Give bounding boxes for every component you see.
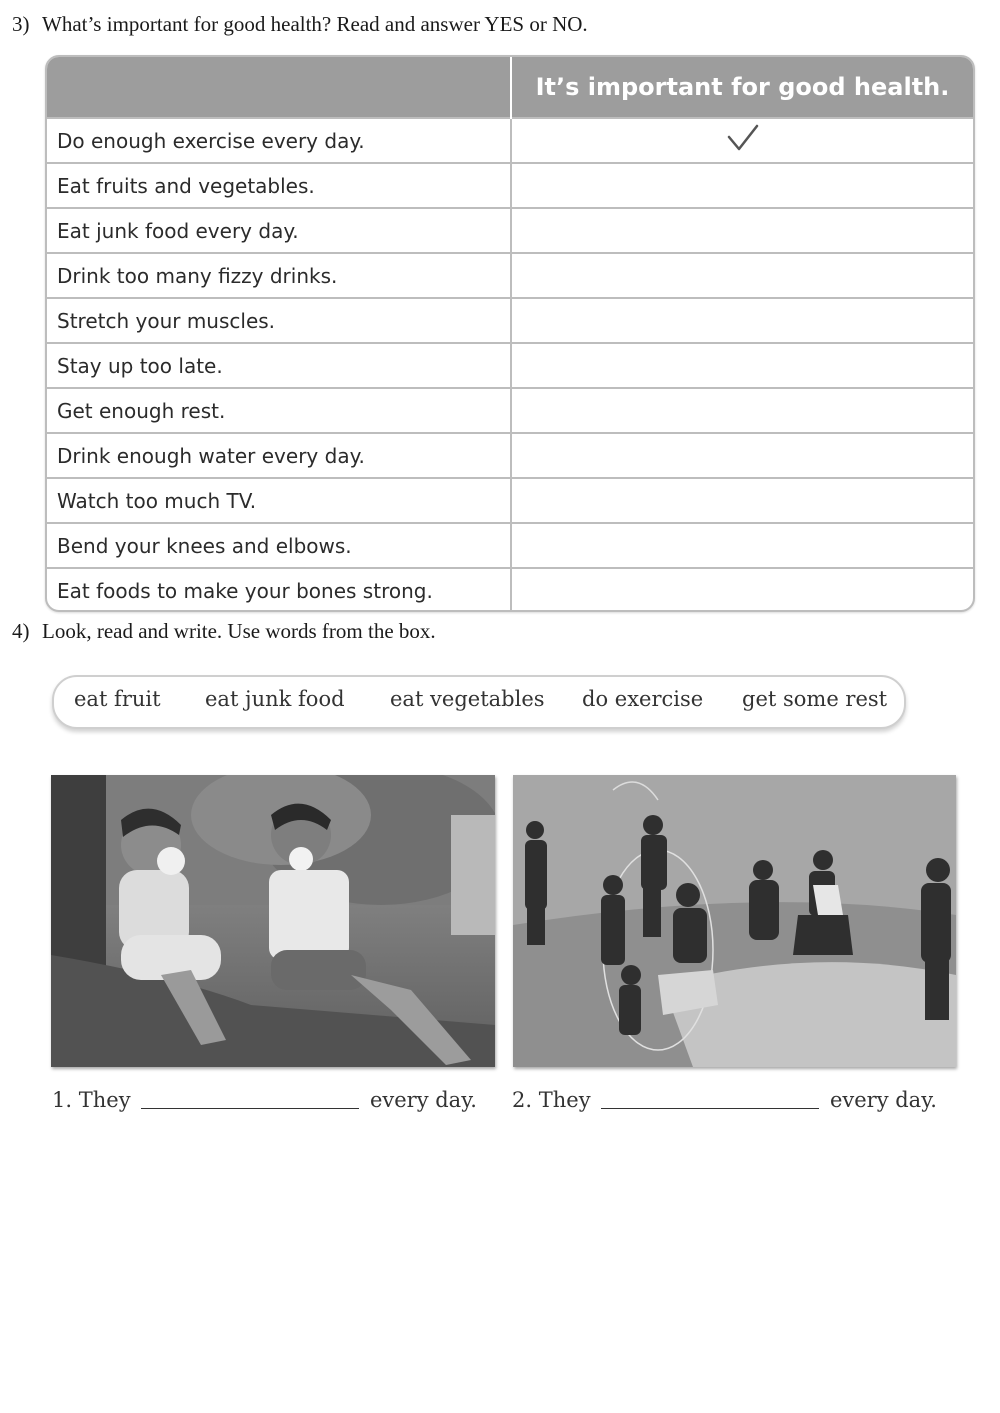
section-3-number: 3) (12, 12, 30, 36)
checkmark-icon (726, 123, 760, 158)
answer-cell[interactable] (511, 163, 973, 208)
word-option: eat vegetables (390, 687, 545, 711)
statement-cell: Drink too many fizzy drinks. (47, 253, 511, 298)
word-option: get some rest (742, 687, 888, 711)
photo-children-eating-fruit (51, 775, 495, 1067)
table-row (47, 298, 973, 343)
answer-cell[interactable] (511, 388, 973, 433)
answer-cell[interactable] (511, 523, 973, 568)
statement-cell: Watch too much TV. (47, 478, 511, 523)
word-option: eat fruit (74, 687, 161, 711)
table-row (47, 163, 973, 208)
statement-cell: Do enough exercise every day. (47, 118, 511, 163)
word-box (52, 675, 906, 729)
answer-cell[interactable] (511, 433, 973, 478)
table-row (47, 208, 973, 253)
section-4-heading (12, 619, 436, 644)
table-header-row (47, 57, 973, 118)
table-row (47, 433, 973, 478)
table-header-important: It’s important for good health. (511, 57, 973, 118)
answer-cell[interactable] (511, 208, 973, 253)
sentence-1 (52, 1088, 477, 1112)
section-4-number: 4) (12, 619, 30, 643)
table-row (47, 343, 973, 388)
statement-cell: Eat junk food every day. (47, 208, 511, 253)
table-row (47, 253, 973, 298)
sentence-2-before: They (538, 1088, 591, 1112)
sentence-1-before: They (78, 1088, 131, 1112)
statement-cell: Stretch your muscles. (47, 298, 511, 343)
statement-cell: Stay up too late. (47, 343, 511, 388)
statement-cell: Bend your knees and elbows. (47, 523, 511, 568)
sentence-1-after: every day. (369, 1088, 477, 1112)
section-4-instruction: Look, read and write. Use words from the box. (42, 619, 436, 643)
photo-children-skipping (513, 775, 956, 1067)
table-header-blank (47, 57, 511, 118)
table-row (47, 478, 973, 523)
table-row (47, 388, 973, 433)
table-row (47, 118, 973, 163)
sentence-1-number: 1. (52, 1088, 73, 1112)
answer-cell[interactable] (511, 298, 973, 343)
section-3-heading (12, 12, 588, 37)
answer-cell[interactable] (511, 118, 973, 163)
answer-cell[interactable] (511, 343, 973, 388)
word-option: eat junk food (205, 687, 345, 711)
sentence-2 (512, 1088, 937, 1112)
statement-cell: Eat foods to make your bones strong. (47, 568, 511, 612)
health-table-grid (47, 57, 973, 612)
answer-cell[interactable] (511, 253, 973, 298)
statement-cell: Eat fruits and vegetables. (47, 163, 511, 208)
sentence-2-number: 2. (512, 1088, 533, 1112)
word-option: do exercise (582, 687, 704, 711)
answer-blank-2[interactable] (601, 1108, 819, 1109)
answer-blank-1[interactable] (141, 1108, 359, 1109)
sentence-2-after: every day. (829, 1088, 937, 1112)
table-row (47, 523, 973, 568)
table-row (47, 568, 973, 612)
statement-cell: Drink enough water every day. (47, 433, 511, 478)
answer-cell[interactable] (511, 568, 973, 612)
answer-cell[interactable] (511, 478, 973, 523)
health-table (45, 55, 975, 612)
section-3-instruction: What’s important for good health? Read and answer YES or NO. (42, 12, 588, 36)
statement-cell: Get enough rest. (47, 388, 511, 433)
